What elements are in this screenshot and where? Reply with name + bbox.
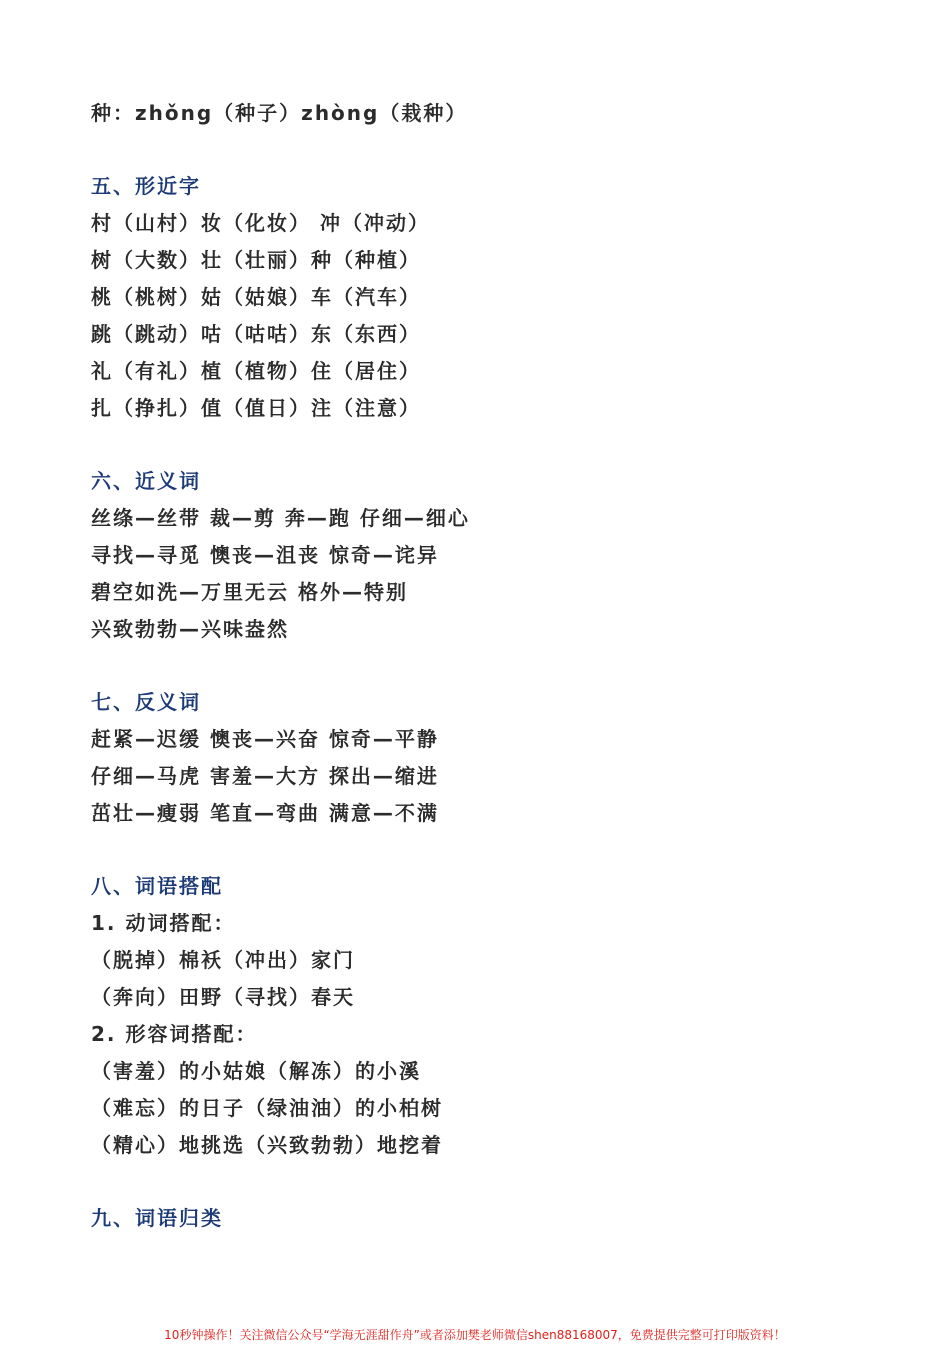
text-line: 扎（挣扎）值（值日）注（注意） [91, 396, 421, 420]
section-spacer [91, 427, 911, 463]
section-heading-ciyudapei: 八、词语搭配 [91, 874, 223, 898]
section-heading-ciyuguilei: 九、词语归类 [91, 1206, 223, 1230]
text-line: （奔向）田野（寻找）春天 [91, 985, 355, 1009]
section-spacer [91, 132, 911, 168]
text-line: 寻找—寻觅 懊丧—沮丧 惊奇—诧异 [91, 543, 439, 567]
section-heading-fanyici: 七、反义词 [91, 690, 201, 714]
section-heading-xingjinzi: 五、形近字 [91, 174, 201, 198]
text-line: 碧空如洗—万里无云 格外—特别 [91, 580, 408, 604]
text-line: 仔细—马虎 害羞—大方 探出—缩进 [91, 764, 439, 788]
text-line: 丝绦—丝带 裁—剪 奔—跑 仔细—细心 [91, 506, 470, 530]
text-line: （脱掉）棉袄（冲出）家门 [91, 948, 355, 972]
document-body [91, 95, 911, 1237]
text-line: 茁壮—瘦弱 笔直—弯曲 满意—不满 [91, 801, 439, 825]
intro-line: 种：zhǒng（种子）zhòng（栽种） [91, 101, 468, 125]
section-spacer [91, 832, 911, 868]
text-line: （害羞）的小姑娘（解冻）的小溪 [91, 1059, 421, 1083]
text-line: 兴致勃勃—兴味盎然 [91, 617, 289, 641]
footer-promo-text: 10秒钟操作！关注微信公众号“学海无涯甜作舟”或者添加樊老师微信shen88168007，免费提供完整可打印版资料！ [164, 1328, 786, 1342]
text-line: 礼（有礼）植（植物）住（居住） [91, 359, 421, 383]
text-line: （难忘）的日子（绿油油）的小柏树 [91, 1096, 443, 1120]
text-line: 村（山村）妆（化妆） 冲（冲动） [91, 211, 430, 235]
section-spacer [91, 648, 911, 684]
text-line: 2. 形容词搭配： [91, 1022, 258, 1046]
section-heading-jinyici: 六、近义词 [91, 469, 201, 493]
text-line: 跳（跳动）咕（咕咕）东（东西） [91, 322, 421, 346]
section-spacer [91, 1164, 911, 1200]
text-line: 桃（桃树）姑（姑娘）车（汽车） [91, 285, 421, 309]
text-line: 树（大数）壮（壮丽）种（种植） [91, 248, 421, 272]
text-line: 赶紧—迟缓 懊丧—兴奋 惊奇—平静 [91, 727, 439, 751]
text-line: （精心）地挑选（兴致勃勃）地挖着 [91, 1133, 443, 1157]
text-line: 1. 动词搭配： [91, 911, 236, 935]
